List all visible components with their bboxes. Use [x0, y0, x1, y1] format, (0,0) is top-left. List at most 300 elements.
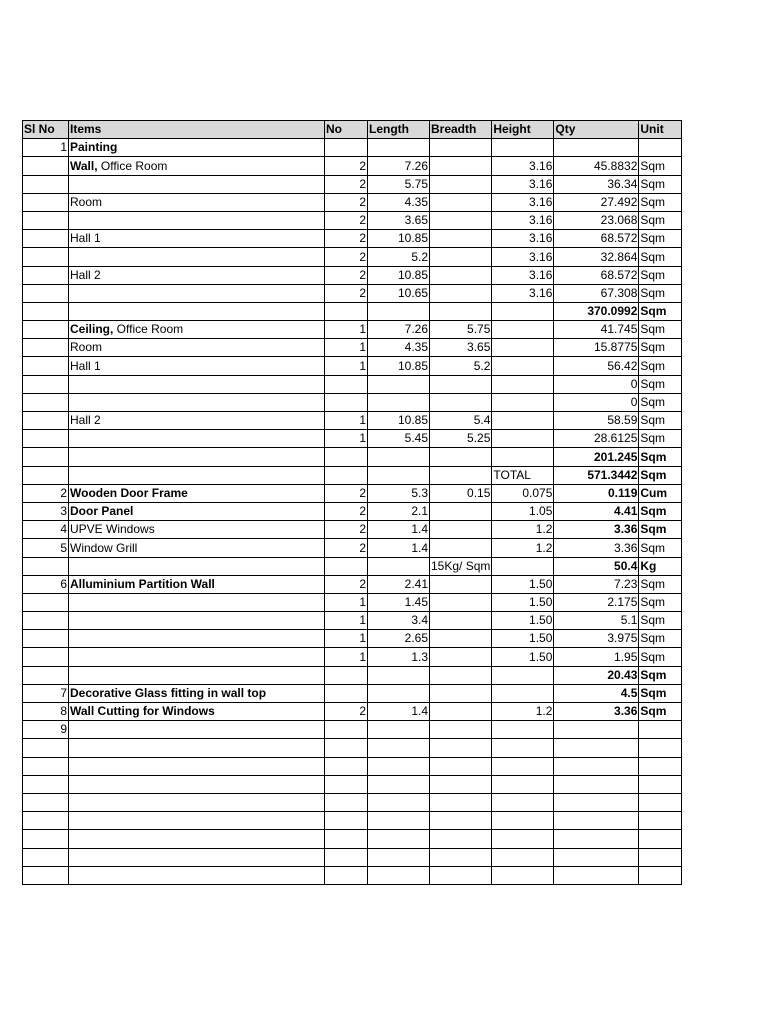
- cell-unit: Sqm: [639, 157, 682, 175]
- cell-qty: 5.1: [554, 612, 639, 630]
- cell-sl-no: [23, 830, 69, 848]
- cell-sl-no: [23, 412, 69, 430]
- cell-items: Painting: [69, 139, 325, 157]
- cell-items: [69, 866, 325, 884]
- table-row: [23, 666, 682, 684]
- cell-items: [69, 630, 325, 648]
- table-row: [23, 248, 682, 266]
- cell-no: [325, 139, 368, 157]
- cell-qty: 3.36: [554, 539, 639, 557]
- cell-items: [69, 175, 325, 193]
- cell-unit: [639, 866, 682, 884]
- cell-qty: [554, 775, 639, 793]
- cell-length: 4.35: [368, 193, 430, 211]
- cell-breadth: [430, 448, 492, 466]
- cell-breadth: 5.75: [430, 321, 492, 339]
- cell-items: [69, 157, 325, 175]
- cell-items: Door Panel: [69, 502, 325, 520]
- cell-sl-no: 3: [23, 502, 69, 520]
- cell-height: 1.50: [492, 612, 554, 630]
- cell-length: 10.65: [368, 284, 430, 302]
- cell-unit: Kg: [639, 557, 682, 575]
- cell-length: 1.4: [368, 539, 430, 557]
- cell-breadth: [430, 793, 492, 811]
- cell-qty: 571.3442: [554, 466, 639, 484]
- cell-no: 2: [325, 157, 368, 175]
- table-row: [23, 866, 682, 884]
- cell-no: [325, 466, 368, 484]
- table-row: [23, 139, 682, 157]
- cell-sl-no: [23, 321, 69, 339]
- item-detail: Office Room: [97, 158, 168, 173]
- cell-qty: 1.95: [554, 648, 639, 666]
- cell-breadth: [430, 612, 492, 630]
- cell-length: 10.85: [368, 412, 430, 430]
- cell-no: 2: [325, 484, 368, 502]
- cell-items: Wooden Door Frame: [69, 484, 325, 502]
- cell-qty: [554, 757, 639, 775]
- cell-items: [69, 430, 325, 448]
- cell-items: [69, 757, 325, 775]
- cell-unit: [639, 848, 682, 866]
- cell-height: 1.2: [492, 539, 554, 557]
- cell-length: [368, 848, 430, 866]
- cell-no: 2: [325, 284, 368, 302]
- cell-unit: [639, 139, 682, 157]
- cell-unit: Sqm: [639, 612, 682, 630]
- cell-height: [492, 684, 554, 702]
- cell-sl-no: [23, 448, 69, 466]
- table-row: [23, 157, 682, 175]
- cell-sl-no: [23, 666, 69, 684]
- cell-breadth: [430, 393, 492, 411]
- cell-no: 2: [325, 230, 368, 248]
- table-row: [23, 757, 682, 775]
- cell-length: 1.45: [368, 593, 430, 611]
- table-row: [23, 812, 682, 830]
- cell-items: Hall 2: [69, 412, 325, 430]
- cell-qty: [554, 139, 639, 157]
- cell-qty: 32.864: [554, 248, 639, 266]
- cell-no: 1: [325, 630, 368, 648]
- cell-sl-no: [23, 848, 69, 866]
- cell-unit: [639, 775, 682, 793]
- table-row: [23, 193, 682, 211]
- cell-qty: 15.8775: [554, 339, 639, 357]
- cell-sl-no: [23, 739, 69, 757]
- cell-height: TOTAL: [492, 466, 554, 484]
- table-row: [23, 521, 682, 539]
- table-row: [23, 575, 682, 593]
- cell-length: 7.26: [368, 157, 430, 175]
- cell-sl-no: [23, 248, 69, 266]
- cell-length: 5.2: [368, 248, 430, 266]
- cell-height: 3.16: [492, 193, 554, 211]
- cell-sl-no: [23, 375, 69, 393]
- cell-height: [492, 412, 554, 430]
- cell-length: 7.26: [368, 321, 430, 339]
- table-row: [23, 430, 682, 448]
- cell-no: 1: [325, 430, 368, 448]
- cell-unit: Sqm: [639, 466, 682, 484]
- cell-unit: [639, 812, 682, 830]
- cell-length: [368, 375, 430, 393]
- item-heading: Ceiling,: [70, 322, 114, 337]
- cell-length: [368, 775, 430, 793]
- cell-qty: 23.068: [554, 211, 639, 229]
- cell-unit: Sqm: [639, 502, 682, 520]
- cell-items: [69, 830, 325, 848]
- cell-breadth: [430, 593, 492, 611]
- cell-breadth: [430, 848, 492, 866]
- header-breadth: Breadth: [430, 121, 492, 139]
- cell-qty: 3.36: [554, 703, 639, 721]
- cell-breadth: [430, 502, 492, 520]
- cell-unit: Sqm: [639, 539, 682, 557]
- cell-sl-no: [23, 211, 69, 229]
- cell-breadth: [430, 775, 492, 793]
- cell-no: [325, 866, 368, 884]
- cell-items: Hall 1: [69, 357, 325, 375]
- cell-no: 1: [325, 648, 368, 666]
- cell-unit: Sqm: [639, 230, 682, 248]
- table-row: [23, 593, 682, 611]
- cell-qty: 3.975: [554, 630, 639, 648]
- cell-qty: 4.5: [554, 684, 639, 702]
- cell-height: [492, 739, 554, 757]
- cell-qty: [554, 739, 639, 757]
- cell-qty: 68.572: [554, 266, 639, 284]
- cell-length: [368, 448, 430, 466]
- cell-breadth: [430, 703, 492, 721]
- cell-sl-no: [23, 157, 69, 175]
- cell-breadth: [430, 684, 492, 702]
- cell-sl-no: [23, 812, 69, 830]
- cell-breadth: [430, 648, 492, 666]
- header-no: No: [325, 121, 368, 139]
- cell-length: 5.3: [368, 484, 430, 502]
- cell-height: [492, 430, 554, 448]
- cell-breadth: [430, 175, 492, 193]
- cell-items: [69, 375, 325, 393]
- item-heading: Wall,: [70, 158, 98, 173]
- cell-breadth: [430, 284, 492, 302]
- cell-height: 3.16: [492, 284, 554, 302]
- cell-items: Wall Cutting for Windows: [69, 703, 325, 721]
- cell-items: [69, 739, 325, 757]
- table-row: [23, 484, 682, 502]
- table-row: [23, 339, 682, 357]
- cell-no: 1: [325, 339, 368, 357]
- table-row: [23, 466, 682, 484]
- cell-breadth: 0.15: [430, 484, 492, 502]
- cell-length: 2.1: [368, 502, 430, 520]
- cell-length: 4.35: [368, 339, 430, 357]
- cell-length: [368, 684, 430, 702]
- cell-breadth: [430, 193, 492, 211]
- table-row: [23, 557, 682, 575]
- cell-height: [492, 357, 554, 375]
- cell-sl-no: [23, 648, 69, 666]
- cell-items: [69, 775, 325, 793]
- cell-unit: Sqm: [639, 266, 682, 284]
- cell-no: [325, 684, 368, 702]
- cell-unit: [639, 793, 682, 811]
- cell-sl-no: 4: [23, 521, 69, 539]
- cell-unit: Sqm: [639, 375, 682, 393]
- table-row: [23, 775, 682, 793]
- cell-sl-no: [23, 866, 69, 884]
- cell-length: [368, 393, 430, 411]
- table-header-row: [23, 121, 682, 139]
- table-row: [23, 830, 682, 848]
- header-sl-no: Sl No: [23, 121, 69, 139]
- cell-items: [69, 284, 325, 302]
- cell-breadth: [430, 539, 492, 557]
- table-row: [23, 302, 682, 320]
- cell-items: [69, 812, 325, 830]
- cell-breadth: [430, 866, 492, 884]
- cell-qty: [554, 848, 639, 866]
- cell-items: [69, 648, 325, 666]
- table-row: [23, 739, 682, 757]
- table-row: [23, 630, 682, 648]
- table-row: [23, 175, 682, 193]
- cell-qty: 370.0992: [554, 302, 639, 320]
- cell-length: 2.65: [368, 630, 430, 648]
- table-row: [23, 612, 682, 630]
- cell-items: Decorative Glass fitting in wall top: [69, 684, 325, 702]
- cell-sl-no: [23, 630, 69, 648]
- header-unit: Unit: [639, 121, 682, 139]
- cell-length: 1.4: [368, 703, 430, 721]
- table-row: [23, 412, 682, 430]
- cell-length: [368, 466, 430, 484]
- cell-unit: Sqm: [639, 284, 682, 302]
- cell-height: 3.16: [492, 248, 554, 266]
- cell-no: [325, 666, 368, 684]
- cell-no: 2: [325, 266, 368, 284]
- cell-unit: Sqm: [639, 703, 682, 721]
- cell-items: Room: [69, 339, 325, 357]
- cell-items: Hall 1: [69, 230, 325, 248]
- table-row: [23, 284, 682, 302]
- cell-breadth: 3.65: [430, 339, 492, 357]
- cell-breadth: 5.2: [430, 357, 492, 375]
- cell-height: [492, 775, 554, 793]
- cell-items: Alluminium Partition Wall: [69, 575, 325, 593]
- cell-sl-no: [23, 266, 69, 284]
- cell-unit: Sqm: [639, 211, 682, 229]
- cell-length: [368, 757, 430, 775]
- cell-items: [69, 321, 325, 339]
- cell-qty: 20.43: [554, 666, 639, 684]
- table-row: [23, 793, 682, 811]
- cell-items: Window Grill: [69, 539, 325, 557]
- cell-items: Room: [69, 193, 325, 211]
- cell-no: [325, 757, 368, 775]
- cell-length: [368, 830, 430, 848]
- cell-qty: 0: [554, 375, 639, 393]
- cell-sl-no: [23, 193, 69, 211]
- cell-height: [492, 339, 554, 357]
- cell-unit: Sqm: [639, 193, 682, 211]
- cell-length: 5.45: [368, 430, 430, 448]
- cell-unit: Sqm: [639, 430, 682, 448]
- cell-no: 2: [325, 703, 368, 721]
- table-row: [23, 684, 682, 702]
- cell-height: 3.16: [492, 157, 554, 175]
- cell-breadth: [430, 248, 492, 266]
- cell-qty: 7.23: [554, 575, 639, 593]
- cell-height: [492, 666, 554, 684]
- cell-unit: [639, 739, 682, 757]
- cell-unit: Sqm: [639, 357, 682, 375]
- cell-qty: 201.245: [554, 448, 639, 466]
- cell-items: [69, 721, 325, 739]
- cell-height: 3.16: [492, 266, 554, 284]
- cell-unit: Sqm: [639, 302, 682, 320]
- cell-no: 2: [325, 211, 368, 229]
- cell-sl-no: [23, 757, 69, 775]
- cell-height: 1.50: [492, 575, 554, 593]
- header-items: Items: [69, 121, 325, 139]
- cell-qty: 3.36: [554, 521, 639, 539]
- cell-breadth: [430, 230, 492, 248]
- cell-no: 1: [325, 357, 368, 375]
- cell-length: 10.85: [368, 357, 430, 375]
- cell-breadth: [430, 302, 492, 320]
- cell-height: [492, 375, 554, 393]
- cell-sl-no: [23, 302, 69, 320]
- cell-unit: Sqm: [639, 521, 682, 539]
- cell-height: [492, 557, 554, 575]
- cell-length: 5.75: [368, 175, 430, 193]
- cell-qty: 68.572: [554, 230, 639, 248]
- cell-unit: Sqm: [639, 666, 682, 684]
- cell-breadth: [430, 266, 492, 284]
- table-row: [23, 357, 682, 375]
- cell-height: 1.50: [492, 648, 554, 666]
- cell-unit: Sqm: [639, 412, 682, 430]
- cell-qty: [554, 830, 639, 848]
- cell-height: [492, 757, 554, 775]
- cell-no: [325, 302, 368, 320]
- cell-qty: 45.8832: [554, 157, 639, 175]
- cell-breadth: [430, 721, 492, 739]
- cell-breadth: [430, 757, 492, 775]
- cell-unit: Sqm: [639, 393, 682, 411]
- cell-height: 0.075: [492, 484, 554, 502]
- cell-unit: Sqm: [639, 593, 682, 611]
- cell-height: [492, 302, 554, 320]
- cell-breadth: [430, 666, 492, 684]
- cell-sl-no: [23, 593, 69, 611]
- cell-qty: [554, 793, 639, 811]
- cell-unit: [639, 757, 682, 775]
- cell-sl-no: [23, 175, 69, 193]
- cell-height: [492, 812, 554, 830]
- cell-qty: [554, 812, 639, 830]
- cell-qty: 41.745: [554, 321, 639, 339]
- cell-length: [368, 666, 430, 684]
- cell-items: [69, 211, 325, 229]
- cell-unit: Sqm: [639, 321, 682, 339]
- cell-sl-no: 1: [23, 139, 69, 157]
- cell-sl-no: 6: [23, 575, 69, 593]
- cell-no: 2: [325, 248, 368, 266]
- cell-breadth: [430, 575, 492, 593]
- cell-items: [69, 612, 325, 630]
- table-row: [23, 721, 682, 739]
- header-height: Height: [492, 121, 554, 139]
- cell-length: [368, 139, 430, 157]
- cell-height: 1.2: [492, 703, 554, 721]
- table-row: [23, 539, 682, 557]
- cell-length: [368, 866, 430, 884]
- table-row: [23, 321, 682, 339]
- cell-breadth: [430, 211, 492, 229]
- quantity-table: [22, 120, 682, 885]
- cell-sl-no: [23, 430, 69, 448]
- table-row: [23, 230, 682, 248]
- cell-items: [69, 593, 325, 611]
- cell-items: [69, 848, 325, 866]
- cell-length: 2.41: [368, 575, 430, 593]
- cell-height: [492, 793, 554, 811]
- cell-qty: [554, 721, 639, 739]
- cell-breadth: 5.25: [430, 430, 492, 448]
- cell-items: [69, 248, 325, 266]
- cell-height: [492, 721, 554, 739]
- table-row: [23, 703, 682, 721]
- cell-height: [492, 866, 554, 884]
- cell-sl-no: [23, 284, 69, 302]
- cell-length: 10.85: [368, 230, 430, 248]
- cell-unit: Sqm: [639, 175, 682, 193]
- cell-no: 2: [325, 521, 368, 539]
- cell-no: [325, 393, 368, 411]
- cell-items: [69, 302, 325, 320]
- cell-breadth: 5.4: [430, 412, 492, 430]
- cell-qty: 50.4: [554, 557, 639, 575]
- cell-breadth: [430, 830, 492, 848]
- cell-items: [69, 393, 325, 411]
- cell-sl-no: 7: [23, 684, 69, 702]
- cell-no: 2: [325, 575, 368, 593]
- cell-sl-no: [23, 612, 69, 630]
- cell-unit: [639, 721, 682, 739]
- cell-height: 1.05: [492, 502, 554, 520]
- cell-items: [69, 448, 325, 466]
- cell-items: [69, 666, 325, 684]
- header-length: Length: [368, 121, 430, 139]
- cell-no: [325, 739, 368, 757]
- cell-length: [368, 793, 430, 811]
- table-row: [23, 375, 682, 393]
- cell-sl-no: [23, 339, 69, 357]
- cell-sl-no: [23, 393, 69, 411]
- cell-qty: 58.59: [554, 412, 639, 430]
- cell-unit: Sqm: [639, 630, 682, 648]
- cell-height: [492, 848, 554, 866]
- cell-height: 1.50: [492, 593, 554, 611]
- cell-no: [325, 775, 368, 793]
- cell-height: [492, 393, 554, 411]
- cell-no: 1: [325, 321, 368, 339]
- cell-qty: 0: [554, 393, 639, 411]
- cell-breadth: [430, 375, 492, 393]
